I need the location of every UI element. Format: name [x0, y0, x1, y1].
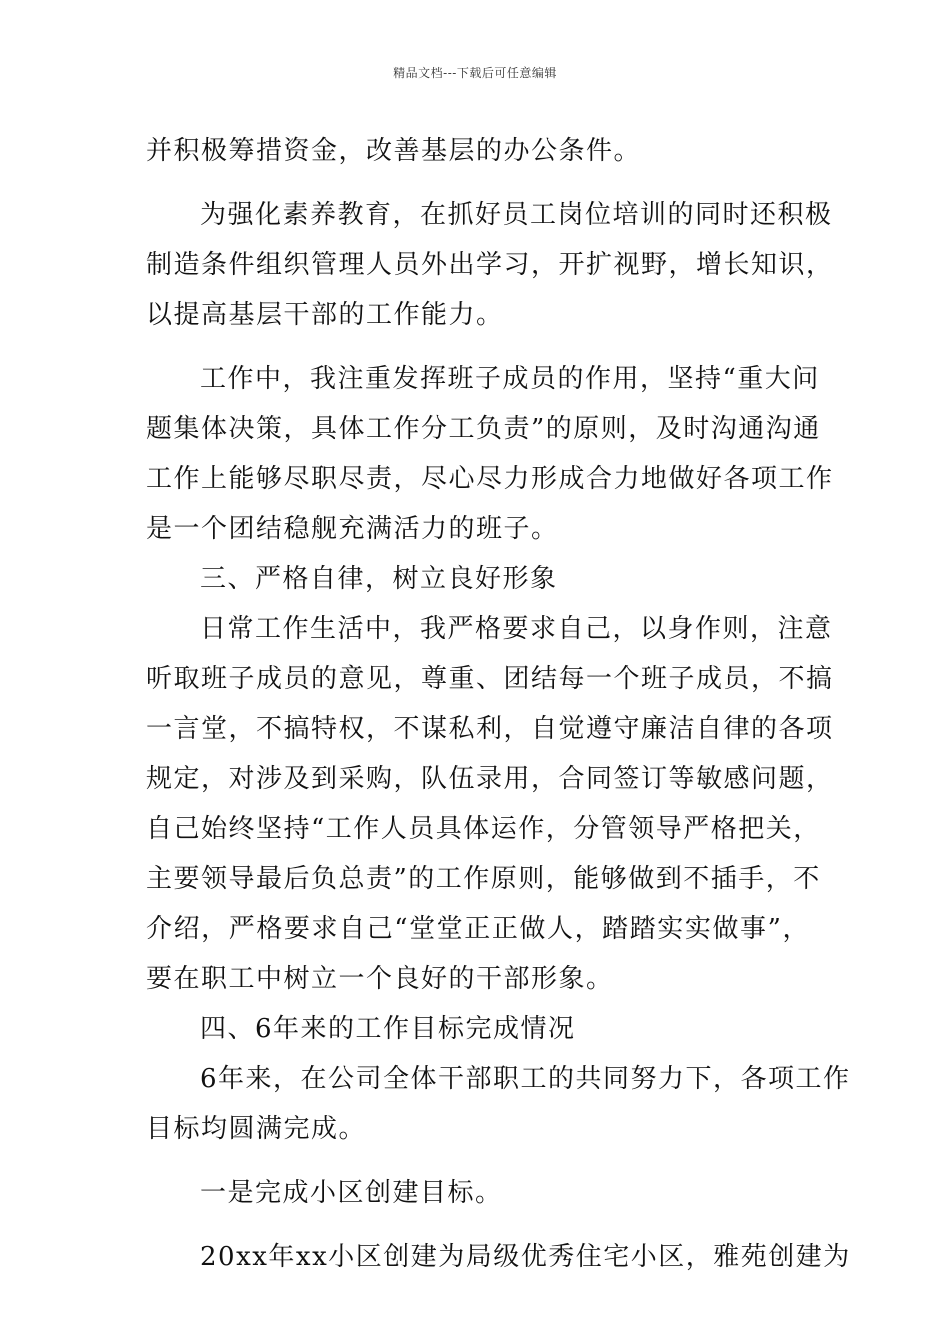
paragraph-4-line-4: 规定，对涉及到采购，队伍录用，合同签订等敏感问题，: [146, 764, 834, 794]
paragraph-5-line-1: 6年来，在公司全体干部职工的共同努力下，各项工作: [200, 1064, 851, 1094]
document-body: [146, 126, 851, 1282]
page-header: 精品文档---下载后可任意编辑: [393, 66, 557, 80]
paragraph-4-line-3: 一言堂，不搞特权，不谋私利，自觉遵守廉洁自律的各项: [146, 714, 834, 744]
paragraph-4-line-6: 主要领导最后负总责”的工作原则，能够做到不插手，不: [146, 864, 821, 894]
paragraph-4-line-5: 自己始终坚持“工作人员具体运作，分管领导严格把关，: [146, 814, 821, 844]
paragraph-4-line-1: 日常工作生活中，我严格要求自己，以身作则，注意: [200, 614, 833, 644]
paragraph-3-line-2: 题集体决策，具体工作分工负责”的原则，及时沟通沟通: [146, 414, 821, 444]
paragraph-2-line-1: 为强化素养教育，在抓好员工岗位培训的同时还积极: [200, 200, 833, 230]
paragraph-3-line-4: 是一个团结稳舰充满活力的班子。: [146, 514, 559, 544]
paragraph-2-line-3: 以提高基层干部的工作能力。: [146, 300, 504, 330]
paragraph-3-line-1: 工作中，我注重发挥班子成员的作用，坚持“重大问: [200, 364, 820, 394]
paragraph-4-line-8: 要在职工中树立一个良好的干部形象。: [146, 964, 614, 994]
paragraph-7-line-1: 20xx年xx小区创建为局级优秀住宅小区，雅苑创建为: [200, 1242, 851, 1272]
paragraph-1-line-1: 并积极筹措资金，改善基层的办公条件。: [146, 136, 642, 166]
paragraph-3-line-3: 工作上能够尽职尽责，尽心尽力形成合力地做好各项工作: [146, 464, 834, 494]
paragraph-6-line-1: 一是完成小区创建目标。: [200, 1178, 503, 1208]
paragraph-2-line-2: 制造条件组织管理人员外出学习，开扩视野，增长知识，: [146, 250, 834, 280]
paragraph-4-line-7: 介绍，严格要求自己“堂堂正正做人，踏踏实实做事”，: [146, 914, 810, 944]
section-heading-3: 三、严格自律，树立良好形象: [200, 564, 558, 594]
section-heading-4: 四、6年来的工作目标完成情况: [200, 1014, 576, 1044]
paragraph-4-line-2: 听取班子成员的意见，尊重、团结每一个班子成员，不搞: [146, 664, 834, 694]
paragraph-5-line-2: 目标均圆满完成。: [146, 1114, 367, 1144]
